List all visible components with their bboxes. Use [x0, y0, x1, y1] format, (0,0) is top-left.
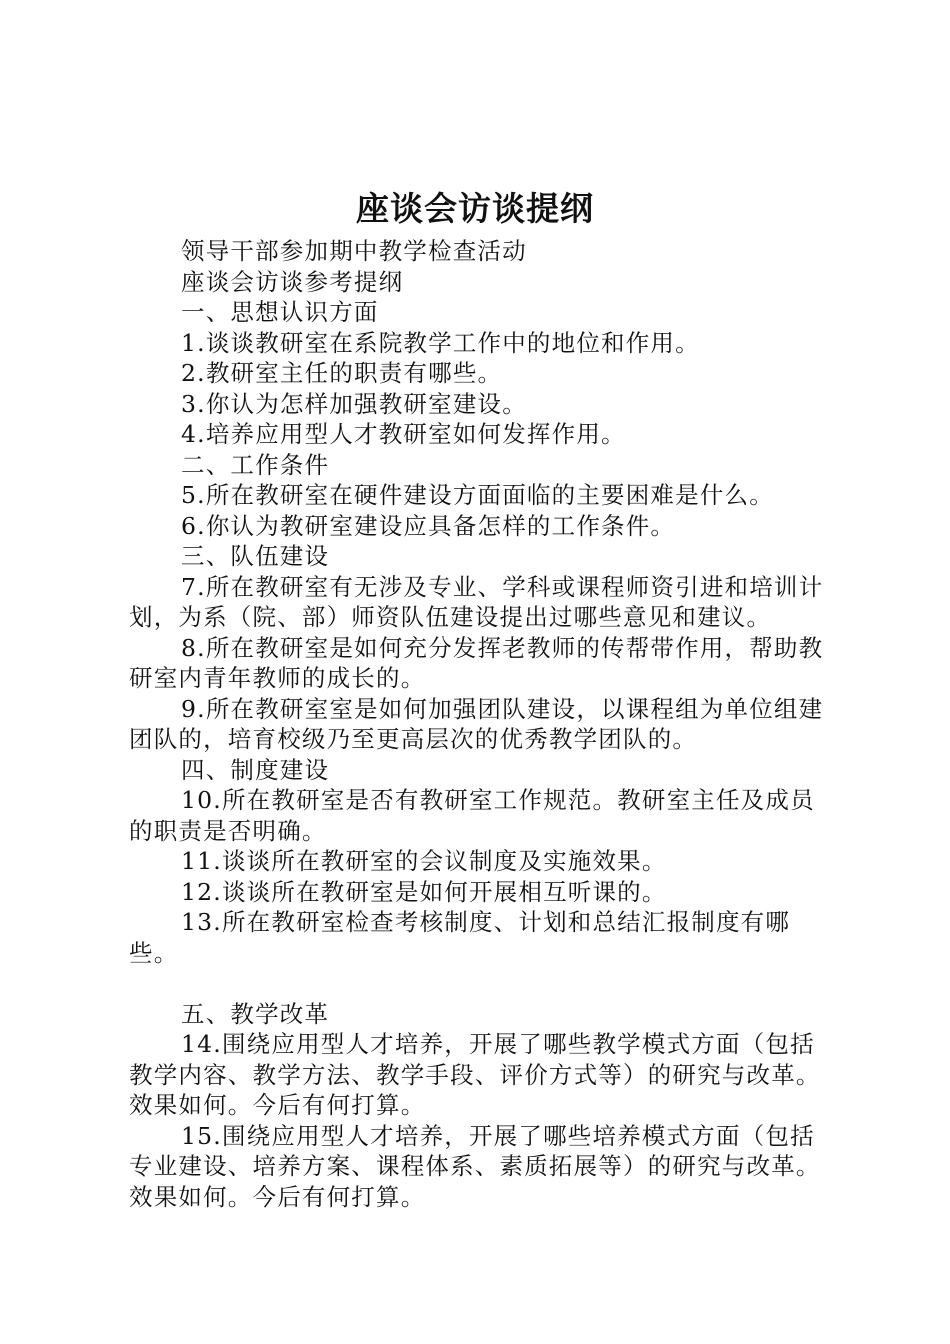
list-item-10: 10.所在教研室是否有教研室工作规范。教研室主任及成员的职责是否明确。: [129, 786, 815, 845]
document-title: 座谈会访谈提纲: [356, 189, 594, 228]
list-item-7: 7.所在教研室有无涉及专业、学科或课程师资引进和培训计划，为系（院、部）师资队伍建设提出过哪些意见和建议。: [129, 572, 824, 631]
blank-line: [129, 968, 829, 999]
section-heading-1: 一、思想认识方面: [181, 298, 379, 326]
list-item-13: 13.所在教研室检查考核制度、计划和总结汇报制度有哪些。: [129, 908, 791, 967]
section-heading-4: 四、制度建设: [181, 755, 330, 784]
paragraph-intro-1: 领导干部参加期中教学检查活动: [181, 237, 527, 265]
list-item-8: 8.所在教研室是如何充分发挥老教师的传帮带作用，帮助教研室内青年教师的成长的。: [129, 633, 824, 692]
list-item-4: 4.培养应用型人才教研室如何发挥作用。: [181, 420, 626, 448]
document-body: [129, 236, 829, 1212]
list-item-12: 12.谈谈所在教研室是如何开展相互听课的。: [181, 877, 667, 906]
paragraph-intro-2: 座谈会访谈参考提纲: [181, 267, 404, 296]
list-item-2: 2.教研室主任的职责有哪些。: [181, 359, 503, 387]
list-item-3: 3.你认为怎样加强教研室建设。: [181, 389, 527, 418]
list-item-9: 9.所在教研室室是如何加强团队建设，以课程组为单位组建团队的，培育校级乃至更高层次的优秀教学团队的。: [129, 694, 824, 753]
list-item-5: 5.所在教研室在硬件建设方面面临的主要困难是什么。: [181, 481, 774, 509]
list-item-11: 11.谈谈所在教研室的会议制度及实施效果。: [181, 847, 667, 875]
list-item-6: 6.你认为教研室建设应具备怎样的工作条件。: [181, 511, 676, 540]
section-heading-5: 五、教学改革: [181, 999, 330, 1028]
list-item-14: 14.围绕应用型人才培养，开展了哪些教学模式方面（包括教学内容、教学方法、教学手段、评价方式等）的研究与改革。效果如何。今后有何打算。: [129, 1030, 821, 1119]
section-heading-2: 二、工作条件: [181, 450, 330, 479]
list-item-15: 15.围绕应用型人才培养，开展了哪些培养模式方面（包括专业建设、培养方案、课程体系、素质拓展等）的研究与改革。效果如何。今后有何打算。: [129, 1121, 821, 1211]
section-heading-3: 三、队伍建设: [181, 542, 330, 570]
list-item-1: 1.谈谈教研室在系院教学工作中的地位和作用。: [181, 328, 700, 357]
